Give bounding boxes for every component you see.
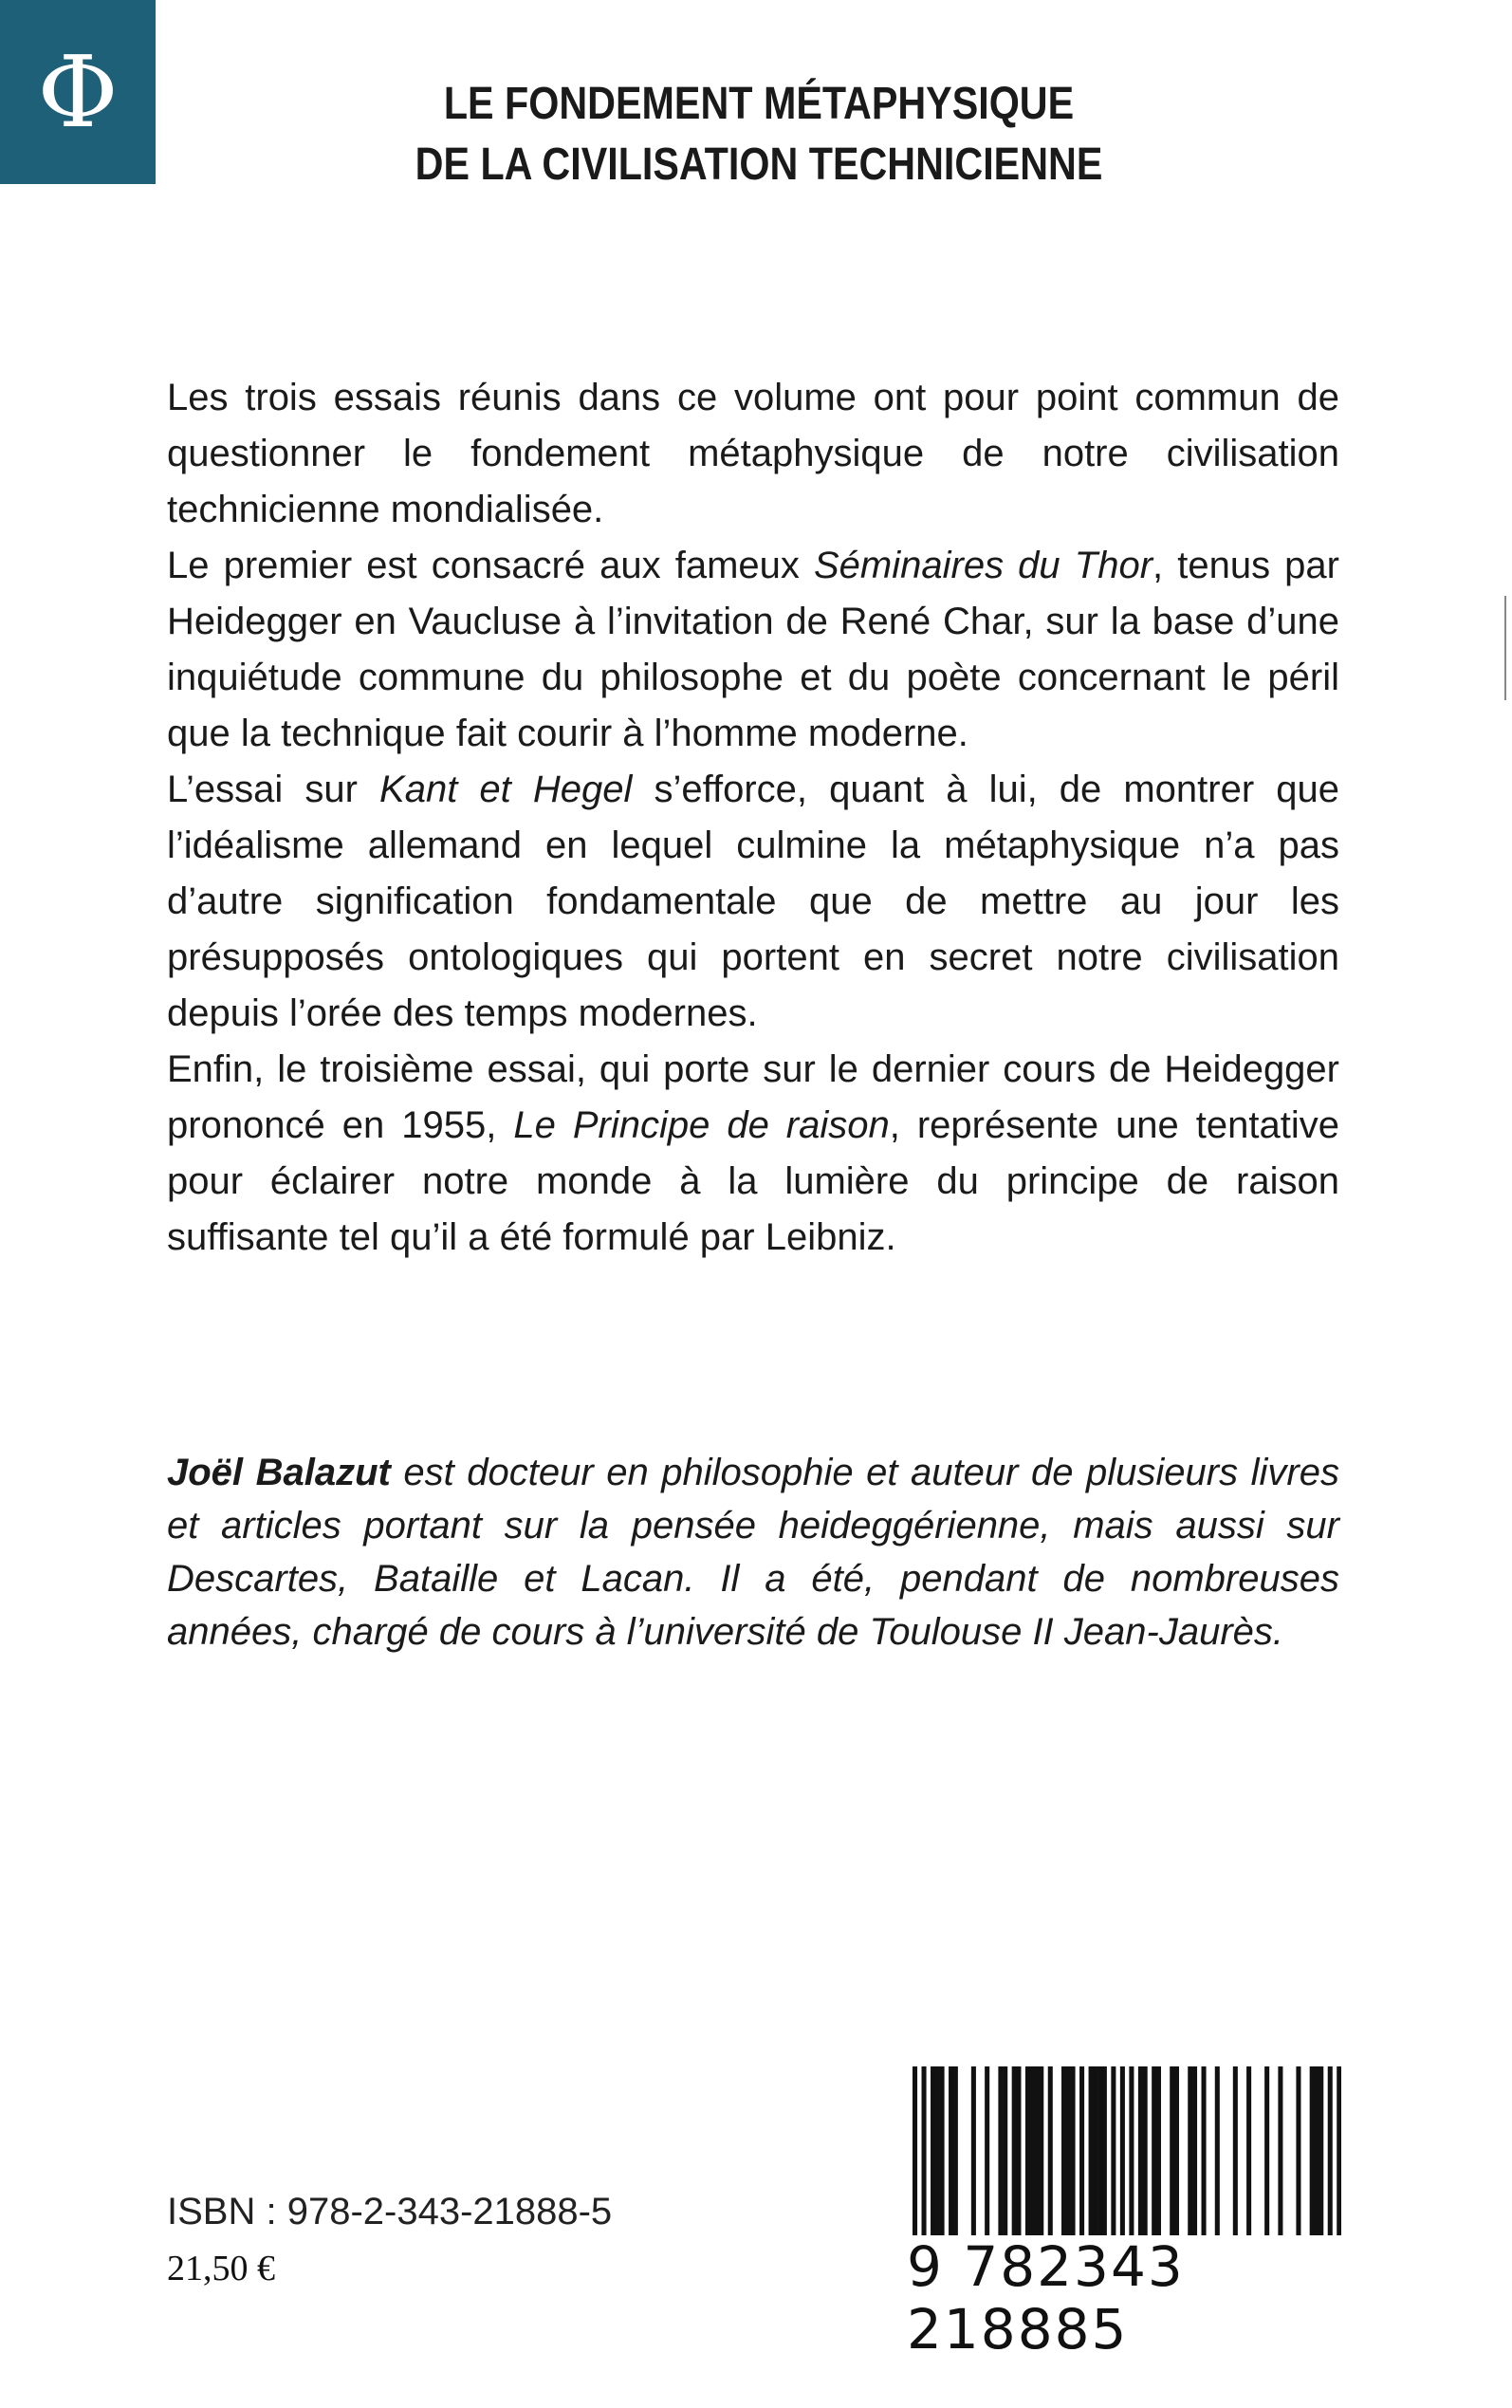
- barcode-bar: [940, 2066, 945, 2243]
- author-bio: [167, 1446, 1339, 1658]
- barcode-bar: [971, 2066, 976, 2243]
- summary-text: s’efforce, quant à lui, de montrer que l’idéalisme allemand en lequel culmine la métaphysique n’a pas d’autre signification fondamentale que de mettre au jour les présupposés ontologiques qui portent en secret notre civilisation depuis l’orée des temps modernes.: [167, 769, 1339, 1034]
- title-line-2: DE LA CIVILISATION TECHNICIENNE: [415, 139, 1103, 190]
- price: 21,50 €: [167, 2249, 275, 2288]
- barcode-bar: [1188, 2066, 1192, 2243]
- author-bio-text: est docteur en philosophie et auteur de plusieurs livres et articles portant sur la pensée heideggérienne, mais aussi sur Descartes, Bataille et Lacan. Il a été, pendant de nombreuses années, chargé de cours à l’université de Toulouse II Jean-Jaurès.: [167, 1452, 1339, 1653]
- summary-text: L’essai sur: [167, 769, 380, 810]
- title-line-1: LE FONDEMENT MÉTAPHYSIQUE: [443, 79, 1075, 129]
- work-title: Séminaires du Thor: [814, 545, 1153, 586]
- barcode-bar: [949, 2066, 953, 2243]
- barcode-bar: [1003, 2066, 1007, 2243]
- barcode-bar: [1246, 2066, 1251, 2243]
- barcode-bar: [931, 2066, 935, 2243]
- barcode-bar: [985, 2066, 989, 2243]
- barcode-bar: [1079, 2066, 1084, 2243]
- barcode-bar: [1061, 2066, 1066, 2243]
- phi-logo-icon: Φ: [37, 34, 119, 150]
- summary-text: Enfin, le troisième essai, qui porte sur le dernier cours de Heidegger prononcé en 1955,: [167, 1048, 1339, 1146]
- summary-paragraph-1: Les trois essais réunis dans ce volume ont pour point commun de questionner le fondement métaphysique de notre civilisation technicienne mondialisée.: [167, 377, 1339, 530]
- barcode-bar: [1138, 2066, 1143, 2243]
- barcode-bar: [1152, 2066, 1156, 2243]
- barcode-bar: [1264, 2066, 1269, 2243]
- barcode-bar: [1025, 2066, 1030, 2243]
- barcode-bar: [1066, 2066, 1071, 2243]
- barcode-bar: [1012, 2066, 1017, 2243]
- barcode-bar: [1034, 2066, 1039, 2243]
- barcode-bar: [1093, 2066, 1097, 2243]
- barcode-bar: [1071, 2066, 1076, 2243]
- book-summary: [167, 370, 1339, 1266]
- barcode-bar: [1111, 2066, 1116, 2243]
- barcode-bar: [1016, 2066, 1021, 2243]
- summary-text: , représente une tentative pour éclairer notre monde à la lumière du principe de raison suffisante tel qu’il a été formulé par Leibniz.: [167, 1104, 1339, 1258]
- barcode-bar: [1048, 2066, 1053, 2243]
- work-title: Kant et Hegel: [379, 769, 633, 810]
- barcode-bar: [1215, 2066, 1220, 2243]
- barcode-bar: [1233, 2066, 1238, 2243]
- barcode-bar: [1192, 2066, 1197, 2243]
- barcode-bar: [935, 2066, 940, 2243]
- barcode-bar: [1039, 2066, 1043, 2243]
- isbn: ISBN : 978-2-343-21888-5: [167, 2191, 613, 2232]
- summary-paragraph-4: [167, 1042, 1339, 1266]
- barcode-bar: [1314, 2066, 1318, 2243]
- barcode-bar: [1143, 2066, 1148, 2243]
- barcode-bar: [998, 2066, 1003, 2243]
- barcode-bar: [1097, 2066, 1102, 2243]
- barcode-bar: [1102, 2066, 1107, 2243]
- author-name: Joël Balazut: [167, 1452, 391, 1493]
- book-title: [351, 74, 1167, 195]
- barcode-bar: [1296, 2066, 1300, 2243]
- barcode-bar: [953, 2066, 958, 2243]
- summary-text: Le premier est consacré aux fameux: [167, 545, 814, 586]
- barcode-bar: [1030, 2066, 1035, 2243]
- barcode-bar: [1156, 2066, 1161, 2243]
- barcode-bar: [1278, 2066, 1282, 2243]
- edge-mark: [1504, 596, 1506, 700]
- publisher-logo: [0, 0, 156, 184]
- barcode-bar: [1202, 2066, 1207, 2243]
- barcode-bar: [1310, 2066, 1315, 2243]
- barcode-digits: 9 782343 218885: [907, 2235, 1347, 2361]
- barcode-bar: [1318, 2066, 1323, 2243]
- barcode-bar: [1170, 2066, 1174, 2243]
- summary-text: , tenus par Heidegger en Vaucluse à l’invitation de René Char, sur la base d’une inquiétude commune du philosophe et du poète concernant le péril que la technique fait courir à l’homme moderne.: [167, 545, 1339, 754]
- barcode-bar: [1089, 2066, 1094, 2243]
- barcode-bar: [1174, 2066, 1179, 2243]
- summary-paragraph-3: [167, 762, 1339, 1042]
- summary-paragraph-2: [167, 538, 1339, 762]
- work-title: Le Principe de raison: [513, 1104, 890, 1146]
